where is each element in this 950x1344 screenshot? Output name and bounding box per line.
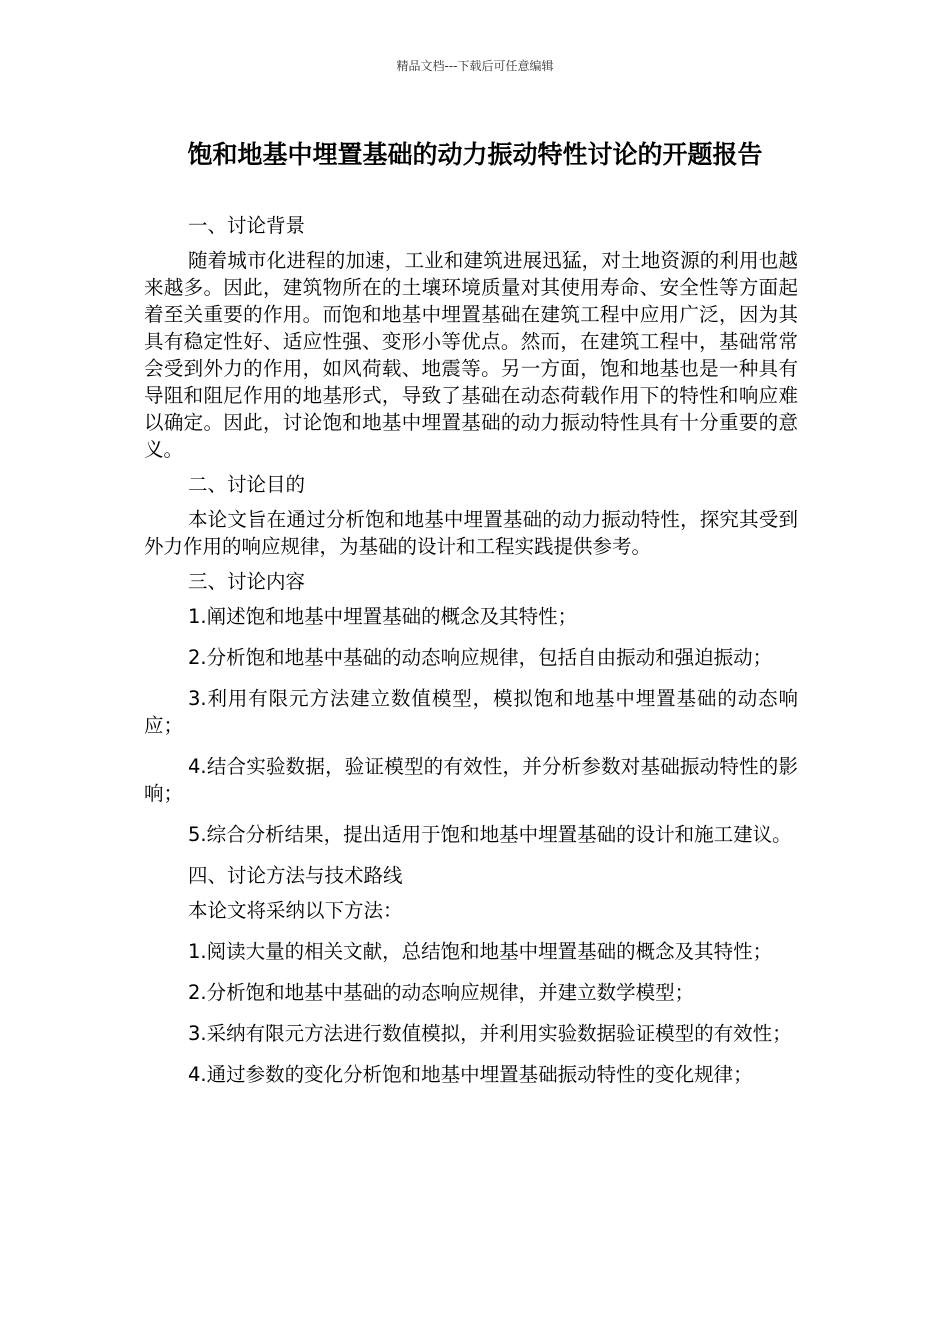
document-title: 饱和地基中埋置基础的动力振动特性讨论的开题报告 — [187, 140, 763, 169]
section-heading-methods: 四、讨论方法与技术路线 — [188, 864, 403, 887]
list-item: 4.通过参数的变化分析饱和地基中埋置基础振动特性的变化规律； — [188, 1063, 753, 1086]
list-item: 3.采纳有限元方法进行数值模拟，并利用实验数据验证模型的有效性； — [188, 1022, 792, 1045]
page-header-note: 精品文档---下载后可任意编辑 — [396, 59, 554, 73]
paragraph-purpose: 本论文旨在通过分析饱和地基中埋置基础的动力振动特性，探究其受到外力作用的响应规律，为基础的设计和工程实践提供参考。 — [144, 508, 798, 558]
section-heading-background: 一、讨论背景 — [188, 214, 306, 237]
list-item: 4.结合实验数据，验证模型的有效性，并分析参数对基础振动特性的影响； — [144, 755, 798, 805]
list-item: 1.阐述饱和地基中埋置基础的概念及其特性； — [188, 605, 578, 628]
paragraph-background: 随着城市化进程的加速，工业和建筑进展迅猛，对土地资源的利用也越来越多。因此，建筑物所在的土壤环境质量对其使用寿命、安全性等方面起着至关重要的作用。而饱和地基中埋置基础在建筑工程中应用广泛，因为其具有稳定性好、适应性强、变形小等优点。然而，在建筑工程中，基础常常会受到外力的作用，如风荷载、地震等。另一方面，饱和地基也是一种具有导阻和阻尼作用的地基形式，导致了基础在动态荷载作用下的特性和响应难以确定。因此，讨论饱和地基中埋置基础的动力振动特性具有十分重要的意义。 — [144, 249, 798, 461]
paragraph-methods-intro: 本论文将采纳以下方法： — [188, 899, 403, 922]
section-heading-content: 三、讨论内容 — [188, 570, 306, 593]
list-item: 3.利用有限元方法建立数值模型，模拟饱和地基中埋置基础的动态响应； — [144, 687, 798, 737]
list-item: 2.分析饱和地基中基础的动态响应规律，包括自由振动和强迫振动； — [188, 646, 773, 669]
list-item: 2.分析饱和地基中基础的动态响应规律，并建立数学模型； — [188, 981, 695, 1004]
list-item: 5.综合分析结果，提出适用于饱和地基中埋置基础的设计和施工建议。 — [188, 823, 792, 846]
list-item: 1.阅读大量的相关文献，总结饱和地基中埋置基础的概念及其特性； — [188, 940, 773, 963]
section-heading-purpose: 二、讨论目的 — [188, 473, 306, 496]
document-body — [144, 212, 798, 1102]
